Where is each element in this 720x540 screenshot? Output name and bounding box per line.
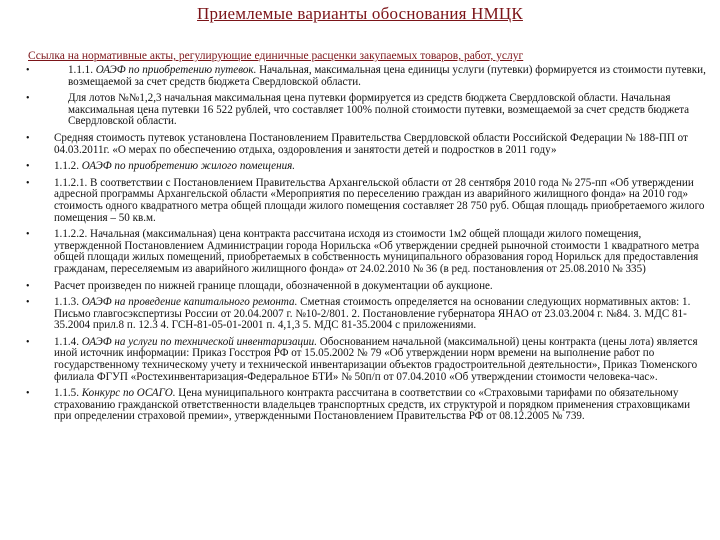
item-number: 1.1.3.: [54, 296, 82, 309]
bullet-icon: •: [26, 388, 30, 400]
list-item: [26, 133, 706, 156]
item-heading: ОАЭФ на проведение капитального ремонта.: [81, 296, 298, 309]
bullet-icon: •: [26, 177, 30, 189]
list-item: [26, 337, 706, 383]
page-title: Приемлемые варианты обоснования НМЦК: [197, 4, 523, 23]
item-text: Для лотов №№1,2,3 начальная максимальная цена путевки формируется из средств бюджета Свердловской области. Начальная максимальная цена путевки 16 522 рублей, что составляет 100% полной стоимости путевки, возмещаемой за счет средств бюджета Свердловской области.: [68, 92, 690, 128]
bullet-icon: •: [26, 93, 30, 105]
item-heading: ОАЭФ на услуги по технической инвентаризации.: [81, 335, 317, 348]
normative-acts-heading: Ссылка на нормативные акты, регулирующие единичные расценки закупаемых товаров, работ, услуг: [28, 50, 524, 62]
bullet-icon: •: [26, 65, 30, 76]
list-item: [26, 281, 706, 293]
item-number: 1.1.4.: [54, 335, 82, 348]
item-text: 1.1.2.2. Начальная (максимальная) цена контракта рассчитана исходя из стоимости 1м2 общей площади жилого помещения, утвержденной Постановлением Администрации города Норильска «Об утверждении средней рыночной стоимости 1 квадратного метра общей площади жилых помещений, приобретаемых в собственность муниципального образования город Норильск для предоставления гражданам, переселяемым из аварийного жилищного фонда» от 24.02.2010 № 36 (в ред. постановления от 25.08.2010 № 335): [54, 228, 700, 275]
item-heading: ОАЭФ по приобретению путевок.: [95, 64, 257, 76]
item-number: 1.1.1.: [68, 64, 96, 76]
bullet-icon: •: [26, 229, 30, 241]
bullet-icon: •: [26, 132, 30, 144]
list-item: [26, 229, 706, 275]
justification-list: [26, 65, 706, 423]
item-heading: Конкурс по ОСАГО.: [81, 387, 176, 400]
bullet-icon: •: [26, 161, 30, 173]
item-number: 1.1.2.: [54, 160, 82, 173]
item-text: Средняя стоимость путевок установлена Постановлением Правительства Свердловской области Российской Федерации № 188-ПП от 04.03.2011г. «О мерах по обеспечению отдыха, оздоровления и занятости детей и подростков в 2011 году»: [54, 131, 688, 156]
bullet-icon: •: [26, 280, 30, 292]
item-text: Начальная, максимальная цена единицы услуги (путевки) формируется из стоимости путевки, возмещаемой за счет средств бюджета Свердловской области.: [68, 64, 706, 88]
list-item: [26, 161, 706, 173]
bullet-icon: •: [26, 297, 30, 309]
bullet-icon: •: [26, 336, 30, 348]
item-text: Цена муниципального контракта рассчитана в соответствии со «Страховыми тарифами по обязательному страхованию гражданской ответственности владельцев транспортных средств, их структурой и порядком применения страховщиками при определении страховой премии», утвержденными Постановлением Правительства РФ от 08.12.2005 № 739.: [54, 387, 691, 423]
list-item: [26, 297, 706, 332]
list-item: [26, 178, 706, 224]
item-text: Обоснованием начальной (максимальной) цены контракта (цены лота) является иной источник информации: Приказ Госстроя РФ от 15.05.2002 № 79 «Об утверждении норм времени на выполнение работ по государственному техническому учету и технической инвентаризации объектов градостроительной деятельности», Приказ Тюменского филиала ФГУП «Ростехинвентаризация-Федеральное БТИ» № 50п/п от 07.04.2010 «Об утверждении стоимости человека-час».: [54, 335, 698, 383]
list-item: [26, 65, 706, 88]
item-number: 1.1.5.: [54, 387, 82, 400]
list-item: [26, 388, 706, 423]
list-item: [26, 93, 706, 128]
item-text: Расчет произведен по нижней границе площади, обозначенной в документации об аукционе.: [54, 279, 493, 292]
item-text: Сметная стоимость определяется на основании следующих нормативных актов: 1. Письмо главгосэкспертизы России от 20.04.2007 г. №10-2/801. 2. Постановление губернатора ЯНАО от 23.03.2004 г. №84. 3. МДС 81-35.2004 прил.8 п. 12.3 4. ГСН-81-05-01-2001 п. 4,1,3 5. МДС 81-35.2004 с приложениями.: [54, 296, 691, 332]
item-heading: ОАЭФ по приобретению жилого помещения.: [81, 160, 296, 173]
item-text: 1.1.2.1. В соответствии с Постановлением Правительства Архангельской области от 28 сентября 2010 года № 275-пп «Об утверждении адресной программы Архангельской области «Мероприятия по переселению граждан из аварийного жилищного фонда» на 2010 год» стоимость одного квадратного метра общей площади жилого помещения составляет 28 750 руб. Общая площадь приобретаемого жилого помещения – 50 кв.м.: [54, 176, 705, 224]
